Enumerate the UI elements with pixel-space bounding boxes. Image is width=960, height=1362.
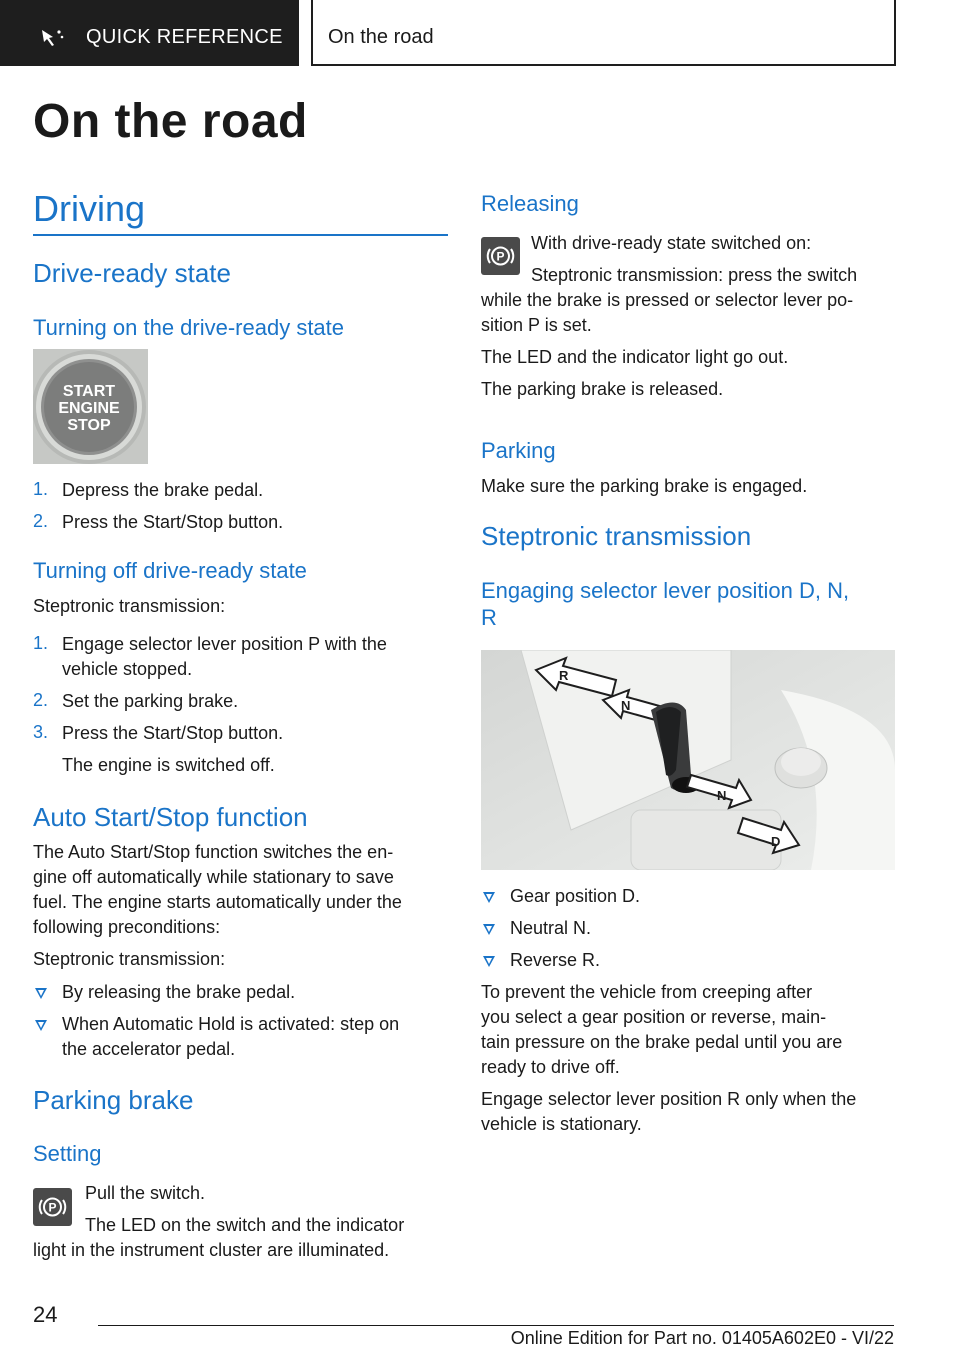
heading-turning-on: Turning on the drive-ready state (33, 315, 345, 340)
paragraph: light in the instrument cluster are illuminated. (33, 1240, 390, 1260)
heading-driving: Driving (33, 188, 146, 229)
heading-steptronic: Steptronic transmission (481, 521, 752, 551)
paragraph: With drive-ready state switched on: (531, 233, 812, 253)
bullet-triangle-icon (483, 924, 495, 935)
heading-parking-brake: Parking brake (33, 1085, 194, 1115)
svg-text:P: P (48, 1200, 57, 1215)
svg-text:N: N (621, 698, 631, 713)
heading-auto-start-stop: Auto Start/Stop function (33, 802, 308, 832)
paragraph: The Auto Start/Stop function switches the en- (33, 842, 394, 862)
svg-text:STOP: STOP (67, 417, 111, 434)
svg-text:START: START (62, 383, 116, 400)
paragraph: following preconditions: (33, 917, 221, 937)
bullet-text: Gear position D. (510, 886, 641, 906)
start-stop-button-icon (33, 349, 148, 464)
paragraph: ready to drive off. (481, 1057, 620, 1077)
bullet-triangle-icon (483, 956, 495, 967)
step-text: Depress the brake pedal. (62, 480, 264, 500)
paragraph: To prevent the vehicle from creeping after (481, 982, 813, 1002)
paragraph: tain pressure on the brake pedal until you are (481, 1032, 843, 1052)
header-chapter-label: On the road (328, 26, 434, 48)
bullet-triangle-icon (35, 988, 47, 999)
svg-text:R: R (559, 668, 569, 683)
svg-text:N: N (717, 788, 727, 803)
heading-rule (33, 234, 448, 236)
svg-text:ENGINE: ENGINE (58, 400, 120, 417)
paragraph: The parking brake is released. (481, 379, 724, 399)
paragraph: Engage selector lever position R only when the (481, 1089, 857, 1109)
header-section-tab (0, 0, 299, 66)
parking-brake-switch-icon (481, 237, 520, 275)
svg-text:D: D (771, 834, 781, 849)
paragraph: The LED on the switch and the indicator (85, 1215, 405, 1235)
bullet-triangle-icon (483, 892, 495, 903)
footer-edition: Online Edition for Part no. 01405A602E0 - VI/22 (510, 1328, 894, 1348)
bullet-text: Neutral N. (510, 918, 592, 938)
paragraph: fuel. The engine starts automatically under the (33, 892, 402, 912)
svg-text:P: P (496, 249, 505, 264)
bullet-text: the accelerator pedal. (62, 1039, 236, 1059)
footer-rule (98, 1325, 894, 1326)
heading-parking: Parking (481, 438, 556, 463)
paragraph: Pull the switch. (85, 1183, 206, 1203)
page-number: 24 (33, 1302, 58, 1327)
bullet-text: When Automatic Hold is activated: step on (62, 1014, 400, 1034)
paragraph: Steptronic transmission: (33, 596, 226, 616)
parking-brake-switch-icon (33, 1188, 72, 1226)
heading-releasing: Releasing (481, 191, 579, 216)
step-number: 2. (33, 690, 49, 710)
paragraph: you select a gear position or reverse, main- (481, 1007, 827, 1027)
step-text: Set the parking brake. (62, 691, 239, 711)
start-stop-button-image (33, 349, 148, 464)
header-chapter-tab (311, 0, 896, 66)
heading-turning-off: Turning off drive-ready state (33, 558, 307, 583)
paragraph: The LED and the indicator light go out. (481, 347, 789, 367)
paragraph: Steptronic transmission: (33, 949, 226, 969)
step-number: 2. (33, 511, 49, 531)
paragraph: Make sure the parking brake is engaged. (481, 476, 808, 496)
page-title: On the road (33, 95, 308, 148)
step-result: The engine is switched off. (62, 755, 275, 775)
bullet-triangle-icon (35, 1020, 47, 1031)
bullet-text: By releasing the brake pedal. (62, 982, 296, 1002)
heading-setting: Setting (33, 1141, 102, 1166)
step-text: Engage selector lever position P with the (62, 634, 387, 654)
paragraph: sition P is set. (481, 315, 592, 335)
bullet-text: Reverse R. (510, 950, 601, 970)
heading-engaging: Engaging selector lever position D, N, (481, 578, 850, 603)
step-number: 3. (33, 722, 49, 742)
step-number: 1. (33, 479, 49, 499)
paragraph: gine off automatically while stationary to save (33, 867, 394, 887)
step-text: vehicle stopped. (62, 659, 193, 679)
header-section-label: QUICK REFERENCE (86, 26, 283, 48)
heading-drive-ready: Drive-ready state (33, 258, 231, 288)
paragraph: while the brake is pressed or selector lever po- (481, 290, 854, 310)
quick-reference-icon (40, 27, 66, 47)
selector-lever-image (481, 650, 895, 870)
step-text: Press the Start/Stop button. (62, 723, 284, 743)
heading-engaging-cont: R (481, 605, 497, 630)
step-text: Press the Start/Stop button. (62, 512, 284, 532)
paragraph: vehicle is stationary. (481, 1114, 642, 1134)
step-number: 1. (33, 633, 49, 653)
selector-lever-illustration (481, 650, 895, 870)
paragraph: Steptronic transmission: press the switch (531, 265, 858, 285)
